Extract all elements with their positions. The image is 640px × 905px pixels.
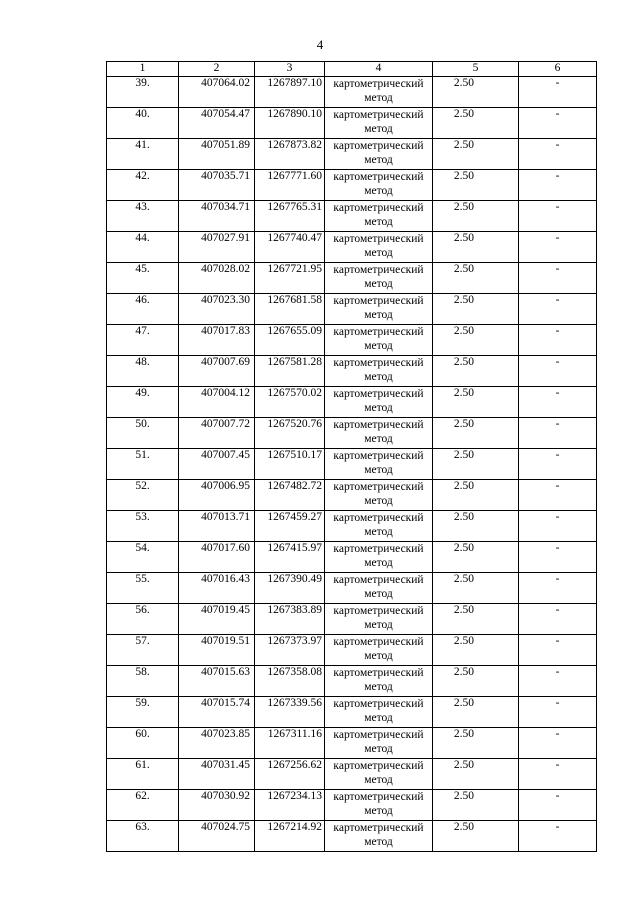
y-coordinate-cell: 1267520.76 xyxy=(255,418,325,449)
note-cell: - xyxy=(519,542,597,573)
table-row xyxy=(107,170,597,201)
x-coordinate-cell: 407051.89 xyxy=(179,139,255,170)
point-number-cell: 56. xyxy=(107,604,179,635)
y-coordinate-cell: 1267390.49 xyxy=(255,573,325,604)
x-coordinate-cell: 407019.45 xyxy=(179,604,255,635)
y-coordinate-cell: 1267311.16 xyxy=(255,728,325,759)
x-coordinate-cell: 407034.71 xyxy=(179,201,255,232)
x-coordinate-cell: 407017.83 xyxy=(179,325,255,356)
table-row xyxy=(107,666,597,697)
accuracy-cell: 2.50 xyxy=(433,139,519,170)
table-row xyxy=(107,511,597,542)
y-coordinate-cell: 1267581.28 xyxy=(255,356,325,387)
table-row xyxy=(107,294,597,325)
table-row xyxy=(107,108,597,139)
method-cell: картометрический метод xyxy=(325,418,433,449)
column-header: 4 xyxy=(325,62,433,77)
y-coordinate-cell: 1267771.60 xyxy=(255,170,325,201)
method-cell: картометрический метод xyxy=(325,511,433,542)
table-row xyxy=(107,697,597,728)
note-cell: - xyxy=(519,573,597,604)
note-cell: - xyxy=(519,170,597,201)
x-coordinate-cell: 407017.60 xyxy=(179,542,255,573)
y-coordinate-cell: 1267256.62 xyxy=(255,759,325,790)
point-number-cell: 46. xyxy=(107,294,179,325)
x-coordinate-cell: 407015.74 xyxy=(179,697,255,728)
note-cell: - xyxy=(519,325,597,356)
x-coordinate-cell: 407035.71 xyxy=(179,170,255,201)
point-number-cell: 50. xyxy=(107,418,179,449)
accuracy-cell: 2.50 xyxy=(433,573,519,604)
table-row xyxy=(107,263,597,294)
note-cell: - xyxy=(519,387,597,418)
method-cell: картометрический метод xyxy=(325,325,433,356)
accuracy-cell: 2.50 xyxy=(433,294,519,325)
method-cell: картометрический метод xyxy=(325,77,433,108)
point-number-cell: 51. xyxy=(107,449,179,480)
method-cell: картометрический метод xyxy=(325,294,433,325)
accuracy-cell: 2.50 xyxy=(433,418,519,449)
table-row xyxy=(107,232,597,263)
y-coordinate-cell: 1267740.47 xyxy=(255,232,325,263)
note-cell: - xyxy=(519,728,597,759)
point-number-cell: 55. xyxy=(107,573,179,604)
point-number-cell: 44. xyxy=(107,232,179,263)
table-row xyxy=(107,139,597,170)
x-coordinate-cell: 407007.69 xyxy=(179,356,255,387)
column-header: 2 xyxy=(179,62,255,77)
y-coordinate-cell: 1267570.02 xyxy=(255,387,325,418)
note-cell: - xyxy=(519,604,597,635)
point-number-cell: 63. xyxy=(107,821,179,852)
accuracy-cell: 2.50 xyxy=(433,108,519,139)
note-cell: - xyxy=(519,232,597,263)
accuracy-cell: 2.50 xyxy=(433,635,519,666)
x-coordinate-cell: 407007.45 xyxy=(179,449,255,480)
method-cell: картометрический метод xyxy=(325,821,433,852)
accuracy-cell: 2.50 xyxy=(433,697,519,728)
x-coordinate-cell: 407024.75 xyxy=(179,821,255,852)
method-cell: картометрический метод xyxy=(325,790,433,821)
accuracy-cell: 2.50 xyxy=(433,201,519,232)
note-cell: - xyxy=(519,666,597,697)
y-coordinate-cell: 1267482.72 xyxy=(255,480,325,511)
table-row xyxy=(107,821,597,852)
y-coordinate-cell: 1267373.97 xyxy=(255,635,325,666)
method-cell: картометрический метод xyxy=(325,759,433,790)
y-coordinate-cell: 1267890.10 xyxy=(255,108,325,139)
accuracy-cell: 2.50 xyxy=(433,449,519,480)
method-cell: картометрический метод xyxy=(325,263,433,294)
y-coordinate-cell: 1267765.31 xyxy=(255,201,325,232)
point-number-cell: 54. xyxy=(107,542,179,573)
point-number-cell: 61. xyxy=(107,759,179,790)
x-coordinate-cell: 407023.30 xyxy=(179,294,255,325)
note-cell: - xyxy=(519,511,597,542)
note-cell: - xyxy=(519,449,597,480)
accuracy-cell: 2.50 xyxy=(433,170,519,201)
accuracy-cell: 2.50 xyxy=(433,325,519,356)
point-number-cell: 57. xyxy=(107,635,179,666)
point-number-cell: 39. xyxy=(107,77,179,108)
x-coordinate-cell: 407007.72 xyxy=(179,418,255,449)
method-cell: картометрический метод xyxy=(325,449,433,480)
note-cell: - xyxy=(519,821,597,852)
method-cell: картометрический метод xyxy=(325,666,433,697)
table-row xyxy=(107,325,597,356)
method-cell: картометрический метод xyxy=(325,201,433,232)
point-number-cell: 59. xyxy=(107,697,179,728)
point-number-cell: 62. xyxy=(107,790,179,821)
y-coordinate-cell: 1267415.97 xyxy=(255,542,325,573)
x-coordinate-cell: 407031.45 xyxy=(179,759,255,790)
point-number-cell: 60. xyxy=(107,728,179,759)
x-coordinate-cell: 407016.43 xyxy=(179,573,255,604)
accuracy-cell: 2.50 xyxy=(433,821,519,852)
note-cell: - xyxy=(519,201,597,232)
accuracy-cell: 2.50 xyxy=(433,511,519,542)
method-cell: картометрический метод xyxy=(325,356,433,387)
note-cell: - xyxy=(519,480,597,511)
column-header: 5 xyxy=(433,62,519,77)
note-cell: - xyxy=(519,77,597,108)
y-coordinate-cell: 1267214.92 xyxy=(255,821,325,852)
note-cell: - xyxy=(519,356,597,387)
table-row xyxy=(107,573,597,604)
x-coordinate-cell: 407013.71 xyxy=(179,511,255,542)
accuracy-cell: 2.50 xyxy=(433,790,519,821)
table-row xyxy=(107,635,597,666)
accuracy-cell: 2.50 xyxy=(433,263,519,294)
method-cell: картометрический метод xyxy=(325,480,433,511)
note-cell: - xyxy=(519,790,597,821)
note-cell: - xyxy=(519,108,597,139)
x-coordinate-cell: 407064.02 xyxy=(179,77,255,108)
table-row xyxy=(107,728,597,759)
accuracy-cell: 2.50 xyxy=(433,77,519,108)
y-coordinate-cell: 1267897.10 xyxy=(255,77,325,108)
column-header: 3 xyxy=(255,62,325,77)
table-row xyxy=(107,201,597,232)
column-header: 1 xyxy=(107,62,179,77)
note-cell: - xyxy=(519,263,597,294)
table-row xyxy=(107,759,597,790)
accuracy-cell: 2.50 xyxy=(433,604,519,635)
y-coordinate-cell: 1267655.09 xyxy=(255,325,325,356)
method-cell: картометрический метод xyxy=(325,232,433,263)
point-number-cell: 41. xyxy=(107,139,179,170)
method-cell: картометрический метод xyxy=(325,604,433,635)
table-row xyxy=(107,77,597,108)
method-cell: картометрический метод xyxy=(325,170,433,201)
y-coordinate-cell: 1267681.58 xyxy=(255,294,325,325)
note-cell: - xyxy=(519,418,597,449)
y-coordinate-cell: 1267459.27 xyxy=(255,511,325,542)
table-row xyxy=(107,387,597,418)
note-cell: - xyxy=(519,697,597,728)
note-cell: - xyxy=(519,635,597,666)
column-header: 6 xyxy=(519,62,597,77)
method-cell: картометрический метод xyxy=(325,542,433,573)
point-number-cell: 45. xyxy=(107,263,179,294)
y-coordinate-cell: 1267234.13 xyxy=(255,790,325,821)
accuracy-cell: 2.50 xyxy=(433,542,519,573)
method-cell: картометрический метод xyxy=(325,573,433,604)
method-cell: картометрический метод xyxy=(325,139,433,170)
table-row xyxy=(107,542,597,573)
x-coordinate-cell: 407006.95 xyxy=(179,480,255,511)
table-row xyxy=(107,418,597,449)
table-row xyxy=(107,604,597,635)
point-number-cell: 58. xyxy=(107,666,179,697)
point-number-cell: 42. xyxy=(107,170,179,201)
point-number-cell: 43. xyxy=(107,201,179,232)
accuracy-cell: 2.50 xyxy=(433,666,519,697)
method-cell: картометрический метод xyxy=(325,387,433,418)
table-row xyxy=(107,449,597,480)
method-cell: картометрический метод xyxy=(325,108,433,139)
point-number-cell: 40. xyxy=(107,108,179,139)
accuracy-cell: 2.50 xyxy=(433,356,519,387)
point-number-cell: 49. xyxy=(107,387,179,418)
y-coordinate-cell: 1267510.17 xyxy=(255,449,325,480)
accuracy-cell: 2.50 xyxy=(433,480,519,511)
accuracy-cell: 2.50 xyxy=(433,728,519,759)
method-cell: картометрический метод xyxy=(325,697,433,728)
accuracy-cell: 2.50 xyxy=(433,759,519,790)
page-number: 4 xyxy=(316,37,324,52)
note-cell: - xyxy=(519,139,597,170)
coordinates-table xyxy=(106,61,597,852)
y-coordinate-cell: 1267721.95 xyxy=(255,263,325,294)
method-cell: картометрический метод xyxy=(325,635,433,666)
note-cell: - xyxy=(519,759,597,790)
table-row xyxy=(107,480,597,511)
x-coordinate-cell: 407027.91 xyxy=(179,232,255,263)
x-coordinate-cell: 407004.12 xyxy=(179,387,255,418)
x-coordinate-cell: 407054.47 xyxy=(179,108,255,139)
x-coordinate-cell: 407019.51 xyxy=(179,635,255,666)
point-number-cell: 52. xyxy=(107,480,179,511)
point-number-cell: 47. xyxy=(107,325,179,356)
table-row xyxy=(107,356,597,387)
accuracy-cell: 2.50 xyxy=(433,387,519,418)
x-coordinate-cell: 407023.85 xyxy=(179,728,255,759)
method-cell: картометрический метод xyxy=(325,728,433,759)
y-coordinate-cell: 1267873.82 xyxy=(255,139,325,170)
table-row xyxy=(107,790,597,821)
point-number-cell: 53. xyxy=(107,511,179,542)
point-number-cell: 48. xyxy=(107,356,179,387)
note-cell: - xyxy=(519,294,597,325)
y-coordinate-cell: 1267383.89 xyxy=(255,604,325,635)
table-header-row xyxy=(107,62,597,77)
y-coordinate-cell: 1267358.08 xyxy=(255,666,325,697)
x-coordinate-cell: 407030.92 xyxy=(179,790,255,821)
y-coordinate-cell: 1267339.56 xyxy=(255,697,325,728)
x-coordinate-cell: 407028.02 xyxy=(179,263,255,294)
x-coordinate-cell: 407015.63 xyxy=(179,666,255,697)
accuracy-cell: 2.50 xyxy=(433,232,519,263)
